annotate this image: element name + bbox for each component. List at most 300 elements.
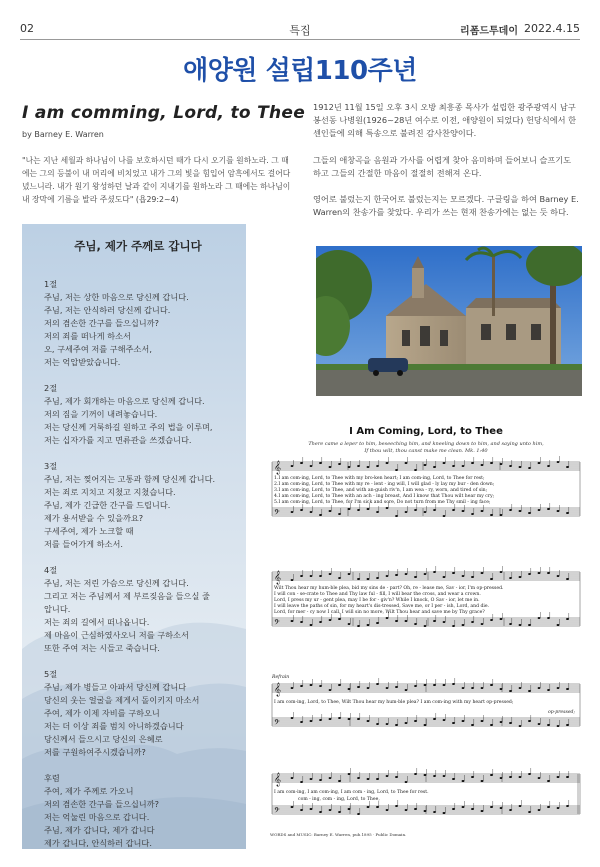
note-head — [386, 687, 389, 689]
verse-line: 저는 억눌린 마음으로 갑니다. — [44, 812, 150, 822]
note-head — [367, 687, 370, 689]
note-head — [395, 574, 398, 576]
verse-3 — [44, 460, 232, 551]
note-head — [386, 809, 389, 811]
note-head — [557, 461, 560, 463]
verse-line: 저는 당신께 거룩하길 원하고 주의 법을 이루며, — [44, 422, 213, 432]
note-head — [367, 466, 370, 468]
note-head — [471, 776, 474, 778]
note-head — [348, 466, 351, 468]
verse-line: 주여, 제가 이제 자비를 구하오니 — [44, 708, 160, 718]
note-head — [329, 573, 332, 575]
svg-text:𝄞: 𝄞 — [274, 570, 282, 584]
note-head — [509, 465, 512, 467]
note-head — [538, 617, 541, 619]
verse-line: 구세주여, 제가 노크할 때 — [44, 526, 134, 536]
note-head — [500, 777, 503, 779]
note-head — [509, 809, 512, 811]
note-head — [547, 572, 550, 574]
verse-line: 압니다. — [44, 604, 71, 614]
song-title: I am comming, Lord, to Thee — [22, 103, 306, 123]
verse-line: 저는 죄의 길에서 떠나옵니다. — [44, 617, 150, 627]
note-head — [300, 781, 303, 783]
note-head — [433, 718, 436, 720]
note-head — [462, 510, 465, 512]
note-head — [528, 690, 531, 692]
verse-5 — [44, 668, 232, 759]
note-head — [376, 683, 379, 685]
note-head — [386, 507, 389, 509]
church-photo — [316, 246, 582, 396]
note-head — [566, 776, 569, 778]
note-head — [376, 778, 379, 780]
note-head — [357, 578, 360, 580]
note-head — [519, 576, 522, 578]
note-head — [386, 462, 389, 464]
verse-line: 주님, 저는 찢어지는 고통과 함께 당신께 갑니다. — [44, 474, 216, 484]
note-head — [519, 466, 522, 468]
note-head — [566, 618, 569, 620]
svg-text:𝄢: 𝄢 — [274, 719, 280, 729]
note-head — [509, 623, 512, 625]
note-head — [414, 576, 417, 578]
score-lyric-line: com - ing, com - ing, Lord, to Thee, — [298, 797, 380, 802]
note-head — [481, 810, 484, 812]
note-head — [547, 689, 550, 691]
note-head — [424, 625, 427, 627]
note-head — [348, 573, 351, 575]
note-head — [462, 624, 465, 626]
note-head — [519, 687, 522, 689]
note-head — [443, 462, 446, 464]
note-head — [481, 572, 484, 574]
note-head — [310, 575, 313, 577]
note-head — [414, 720, 417, 722]
note-head — [452, 808, 455, 810]
note-head — [509, 509, 512, 511]
note-head — [338, 463, 341, 465]
lyrics-title: 주님, 제가 주께로 갑니다 — [74, 239, 202, 253]
note-head — [557, 776, 560, 778]
note-head — [471, 621, 474, 623]
verse-line: 제 마음이 근심하였사오니 저를 구하소서 — [44, 630, 189, 640]
svg-text:𝄞: 𝄞 — [274, 460, 282, 474]
note-head — [424, 724, 427, 726]
note-head — [348, 718, 351, 720]
intro-paragraph: 그들의 애창곡을 음원과 가사를 어렵게 찾아 음미하며 들어보니 슬프기도 하고 그들의 간절한 마음이 절절히 전해져 온다. — [313, 154, 572, 178]
note-head — [433, 509, 436, 511]
verse-line: 주님, 제가 긴급한 간구를 드립니다. — [44, 500, 171, 510]
note-head — [424, 774, 427, 776]
note-head — [500, 463, 503, 465]
note-head — [367, 624, 370, 626]
sheet-music — [268, 426, 584, 846]
note-head — [452, 509, 455, 511]
note-head — [367, 778, 370, 780]
note-head — [538, 572, 541, 574]
page-number: 02 — [20, 22, 34, 35]
note-head — [471, 808, 474, 810]
note-head — [557, 510, 560, 512]
verse-line: 저는 더 이상 죄를 범치 아니하겠습니다 — [44, 721, 184, 731]
intro-paragraph: 1912년 11월 15일 오후 3시 오방 최흥종 목사가 설립한 광주광역시 남구 봉선동 나병원(1926~28년 여수로 이전, 애양원이 되었다) 헌당식에서 한센인들에 의해 특송으로 불려진 감사찬양이다. — [313, 102, 577, 139]
note-head — [319, 685, 322, 687]
note-head — [329, 809, 332, 811]
note-head — [329, 466, 332, 468]
note-head — [471, 687, 474, 689]
note-head — [310, 684, 313, 686]
note-head — [528, 624, 531, 626]
note-head — [481, 510, 484, 512]
note-head — [462, 780, 465, 782]
note-head — [443, 775, 446, 777]
note-head — [557, 624, 560, 626]
verse-line: 저는 십자가를 지고 면류관을 쓰겠습니다. — [44, 435, 192, 445]
note-head — [405, 781, 408, 783]
note-head — [348, 773, 351, 775]
score-lyric-line: 1.I am com-ing, Lord, to Thee with my bro-ken heart; I am com-ing, Lord, to Thee for rest; — [274, 476, 485, 481]
verse-line: 주님, 저는 상한 마음으로 당신께 갑니다. — [44, 292, 189, 302]
note-head — [519, 725, 522, 727]
note-head — [300, 509, 303, 511]
note-head — [405, 462, 408, 464]
verse-heading: 5절 — [44, 669, 58, 679]
note-head — [405, 511, 408, 513]
note-head — [547, 806, 550, 808]
score-lyric-line: Wilt Thou hear my hum-ble plea, bid my sins de - part? Oh, re - lease me, Sav - ior, I'm op-pressed. — [274, 586, 504, 591]
note-head — [547, 617, 550, 619]
scripture-quote: "나는 지난 세월과 하나님이 나를 보호하시던 때가 다시 오기를 원하노라. 그 때에는 그의 등불이 내 머리에 비치었고 내가 그의 빛을 힘입어 암흑에서도 걸어다녔느니라. 내가 원기 왕성하던 날과 같이 지내기를 원하노라 그 때에는 하나님이 내 장막에 기름을 발라 주셨도다" (욥29:2~4) — [22, 156, 291, 204]
verse-heading: 1절 — [44, 279, 58, 289]
note-head — [338, 684, 341, 686]
note-head — [291, 717, 294, 719]
note-head — [338, 577, 341, 579]
note-head — [414, 469, 417, 471]
note-head — [424, 573, 427, 575]
note-head — [433, 571, 436, 573]
score-lyric-line: 2.I am com-ing, Lord, to Thee with my re - lent - ing will, I will glad - ly lay my bur - den down; — [274, 482, 495, 487]
note-head — [338, 780, 341, 782]
note-head — [338, 618, 341, 620]
verse-line: 오, 구세주여 저를 구해주소서, — [44, 344, 152, 354]
note-head — [291, 777, 294, 779]
score-lyric-line: 5.I am com-ing, Lord, to Thee, for I'm sick and sore, Do not turn from me Thy smil - ing face; — [274, 500, 491, 505]
note-head — [443, 621, 446, 623]
note-head — [481, 464, 484, 466]
note-head — [528, 773, 531, 775]
note-head — [471, 513, 474, 515]
verse-line: 제가 갑니다, 안식하러 갑니다. — [44, 838, 152, 848]
verse-heading: 2절 — [44, 383, 58, 393]
note-head — [414, 509, 417, 511]
note-head — [376, 511, 379, 513]
verse-line: 주님, 저는 안식하러 당신께 갑니다. — [44, 305, 171, 315]
note-head — [424, 464, 427, 466]
verse-line: 저는 죄로 지치고 지쳤고 지쳤습니다. — [44, 487, 176, 497]
note-head — [500, 618, 503, 620]
note-head — [395, 776, 398, 778]
score-lyric-line: op-pressed; — [548, 710, 576, 715]
note-head — [319, 462, 322, 464]
note-head — [566, 805, 569, 807]
note-head — [481, 720, 484, 722]
svg-text:𝄢: 𝄢 — [274, 509, 280, 519]
note-head — [443, 576, 446, 578]
note-head — [557, 807, 560, 809]
note-head — [319, 811, 322, 813]
score-lyric-line: 3.I am com-ing, Lord, to Thee, and with an-guish riv'n, I am wea - ry, worn, and tired of sin; — [274, 488, 488, 493]
note-head — [376, 622, 379, 624]
verse-line: 저의 죄를 떠나게 하소서 — [44, 331, 131, 341]
svg-text:𝄞: 𝄞 — [274, 682, 282, 696]
note-head — [300, 721, 303, 723]
note-head — [338, 513, 341, 515]
verse-1 — [44, 278, 232, 369]
score-lyric-line: I am com-ing, Lord, to Thee, Wilt Thou hear my hum-ble plea? I am com-ing with my heart op-pressed; — [274, 700, 514, 705]
note-head — [367, 720, 370, 722]
svg-text:𝄢: 𝄢 — [274, 619, 280, 629]
note-head — [300, 621, 303, 623]
verse-line: 당신께서 들으시고 당신의 은혜로 — [44, 734, 163, 744]
note-head — [376, 465, 379, 467]
verse-line: 그리고 저는 주님께서 제 부르짖음을 들으실 줄 — [44, 591, 210, 601]
note-head — [291, 579, 294, 581]
note-head — [291, 511, 294, 513]
note-head — [557, 575, 560, 577]
note-head — [481, 623, 484, 625]
note-head — [566, 688, 569, 690]
note-head — [500, 688, 503, 690]
note-head — [490, 724, 493, 726]
note-head — [538, 509, 541, 511]
note-head — [509, 776, 512, 778]
note-head — [500, 721, 503, 723]
note-head — [357, 465, 360, 467]
note-head — [557, 725, 560, 727]
intro-paragraph: 영어로 불렀는지 한국어로 불렀는지는 모르겠다. 구글링을 하여 Barney E. Warren의 찬송가를 찾았다. 우리가 쓰는 현재 찬송가에는 없는 듯 하다. — [313, 194, 579, 218]
note-head — [500, 571, 503, 573]
note-head — [348, 688, 351, 690]
note-head — [538, 777, 541, 779]
note-head — [424, 810, 427, 812]
note-head — [329, 718, 332, 720]
note-head — [291, 806, 294, 808]
note-head — [310, 778, 313, 780]
note-head — [414, 623, 417, 625]
issue-date: 2022.4.15 — [524, 22, 580, 35]
note-head — [405, 689, 408, 691]
note-head — [490, 684, 493, 686]
note-head — [386, 775, 389, 777]
verse-4 — [44, 564, 232, 655]
note-head — [310, 624, 313, 626]
note-head — [519, 510, 522, 512]
note-head — [395, 686, 398, 688]
note-head — [376, 806, 379, 808]
note-head — [367, 508, 370, 510]
verse-line: 주님, 제가 병들고 아파서 당신께 갑니다 — [44, 682, 187, 692]
verse-heading: 후렴 — [44, 773, 60, 783]
note-head — [319, 621, 322, 623]
note-head — [357, 813, 360, 815]
note-head — [291, 687, 294, 689]
main-title: 애양원 설립110주년 — [183, 56, 417, 86]
note-head — [329, 777, 332, 779]
note-head — [357, 625, 360, 627]
note-head — [547, 780, 550, 782]
note-head — [348, 508, 351, 510]
note-head — [329, 689, 332, 691]
note-head — [367, 806, 370, 808]
note-head — [395, 620, 398, 622]
note-head — [462, 720, 465, 722]
note-head — [490, 462, 493, 464]
note-head — [528, 467, 531, 469]
verse-line: 저의 겸손한 간구를 들으십니까? — [44, 318, 159, 328]
note-head — [395, 805, 398, 807]
note-head — [538, 462, 541, 464]
note-head — [528, 720, 531, 722]
note-head — [471, 724, 474, 726]
note-head — [405, 809, 408, 811]
page-header — [20, 20, 580, 40]
note-head — [566, 578, 569, 580]
note-head — [519, 776, 522, 778]
refrain-label: Refrain — [272, 675, 290, 680]
note-head — [557, 687, 560, 689]
note-head — [509, 577, 512, 579]
note-head — [329, 510, 332, 512]
score-lyric-line: Lord, I press my ur - gent plea, may I be for - giv'n? While I knock, O Sav - ior, let me in. — [274, 598, 480, 603]
note-head — [452, 778, 455, 780]
verse-line: 저의 겸손한 간구를 들으십니까? — [44, 799, 159, 809]
score-subtitle: There came a leper to him, beseeching him, and kneeling down to him, and saying unto him, — [308, 441, 544, 447]
score-staves — [268, 426, 584, 846]
note-head — [424, 511, 427, 513]
note-head — [490, 806, 493, 808]
note-head — [443, 684, 446, 686]
note-head — [338, 811, 341, 813]
note-head — [452, 625, 455, 627]
note-head — [300, 462, 303, 464]
note-head — [386, 723, 389, 725]
verse-line: 또한 주여 저는 시들고 죽습니다. — [44, 643, 160, 653]
note-head — [443, 812, 446, 814]
note-head — [547, 724, 550, 726]
note-head — [319, 719, 322, 721]
note-head — [471, 576, 474, 578]
note-head — [566, 512, 569, 514]
note-head — [538, 723, 541, 725]
lyrics-box — [22, 224, 246, 849]
note-head — [452, 722, 455, 724]
note-head — [376, 723, 379, 725]
note-head — [433, 684, 436, 686]
note-head — [357, 777, 360, 779]
verse-line: 저를 들어가게 하소서. — [44, 539, 123, 549]
verse-line: 저를 구원하여주시겠습니까? — [44, 747, 146, 757]
note-head — [414, 685, 417, 687]
note-head — [414, 773, 417, 775]
score-lyric-line: I will leave the paths of sin, for my heart's dis-tressed, Save me, or I per - ish, Lord, and die. — [274, 604, 490, 609]
note-head — [291, 465, 294, 467]
verse-line: 주님, 제가 회개하는 마음으로 당신께 갑니다. — [44, 396, 205, 406]
note-head — [405, 573, 408, 575]
note-head — [329, 619, 332, 621]
note-head — [528, 573, 531, 575]
note-head — [566, 724, 569, 726]
verse-line: 주님, 제가 갑니다, 제가 갑니다 — [44, 825, 155, 835]
note-head — [348, 808, 351, 810]
note-head — [433, 466, 436, 468]
score-title: I Am Coming, Lord, to Thee — [349, 426, 503, 437]
verse-heading: 4절 — [44, 565, 58, 575]
note-head — [490, 774, 493, 776]
note-head — [490, 619, 493, 621]
note-head — [490, 514, 493, 516]
note-head — [357, 686, 360, 688]
note-head — [452, 572, 455, 574]
note-head — [319, 575, 322, 577]
note-head — [319, 514, 322, 516]
note-head — [538, 809, 541, 811]
note-head — [452, 683, 455, 685]
note-head — [433, 811, 436, 813]
svg-text:𝄢: 𝄢 — [274, 807, 280, 817]
score-lyric-line: 4.I am com-ing, Lord, to Thee with an ach - ing breast, And I know that Thou wilt hear my cry; — [274, 494, 495, 499]
note-head — [291, 620, 294, 622]
note-head — [348, 623, 351, 625]
note-head — [310, 511, 313, 513]
note-head — [481, 780, 484, 782]
note-head — [300, 575, 303, 577]
verse-line: 주여, 제가 주께로 가오니 — [44, 786, 134, 796]
score-lyric-line: I am com-ing, I am com-ing, I am com - ing, Lord, to Thee for rest. — [274, 790, 429, 795]
note-head — [395, 515, 398, 517]
verse-heading: 3절 — [44, 461, 58, 471]
refrain-verse — [44, 772, 232, 849]
note-head — [300, 685, 303, 687]
section-label: 특집 — [289, 24, 311, 37]
note-head — [405, 722, 408, 724]
note-head — [443, 719, 446, 721]
verse-line: 당신의 웃는 얼굴을 제게서 돌이키지 마소서 — [44, 695, 200, 705]
note-head — [424, 684, 427, 686]
note-head — [319, 779, 322, 781]
note-head — [386, 575, 389, 577]
intro-text — [313, 101, 581, 232]
note-head — [367, 578, 370, 580]
note-head — [395, 724, 398, 726]
note-head — [471, 462, 474, 464]
note-head — [490, 578, 493, 580]
note-head — [481, 687, 484, 689]
score-credit: WORDS and MUSIC: Barney E. Warren, pub.1895 · Public Domain. — [270, 832, 407, 837]
note-head — [452, 465, 455, 467]
verse-line: 제가 용서받을 수 있을까요? — [44, 513, 144, 523]
score-subtitle: If thou wilt, thou canst make me clean. Mk. 1:40 — [364, 448, 488, 454]
verse-line: 저는 억압받았습니다. — [44, 357, 121, 367]
song-byline: by Barney E. Warren — [22, 130, 104, 139]
note-head — [500, 514, 503, 516]
note-head — [338, 717, 341, 719]
verse-line: 주님, 저는 저린 가슴으로 당신께 갑니다. — [44, 578, 189, 588]
score-lyric-line: Lord, for mer - cy now I call, I will sin no more, Wilt Thou hear and save me by Thy grace? — [274, 610, 485, 615]
note-head — [433, 775, 436, 777]
note-head — [310, 465, 313, 467]
note-head — [310, 720, 313, 722]
note-head — [509, 722, 512, 724]
